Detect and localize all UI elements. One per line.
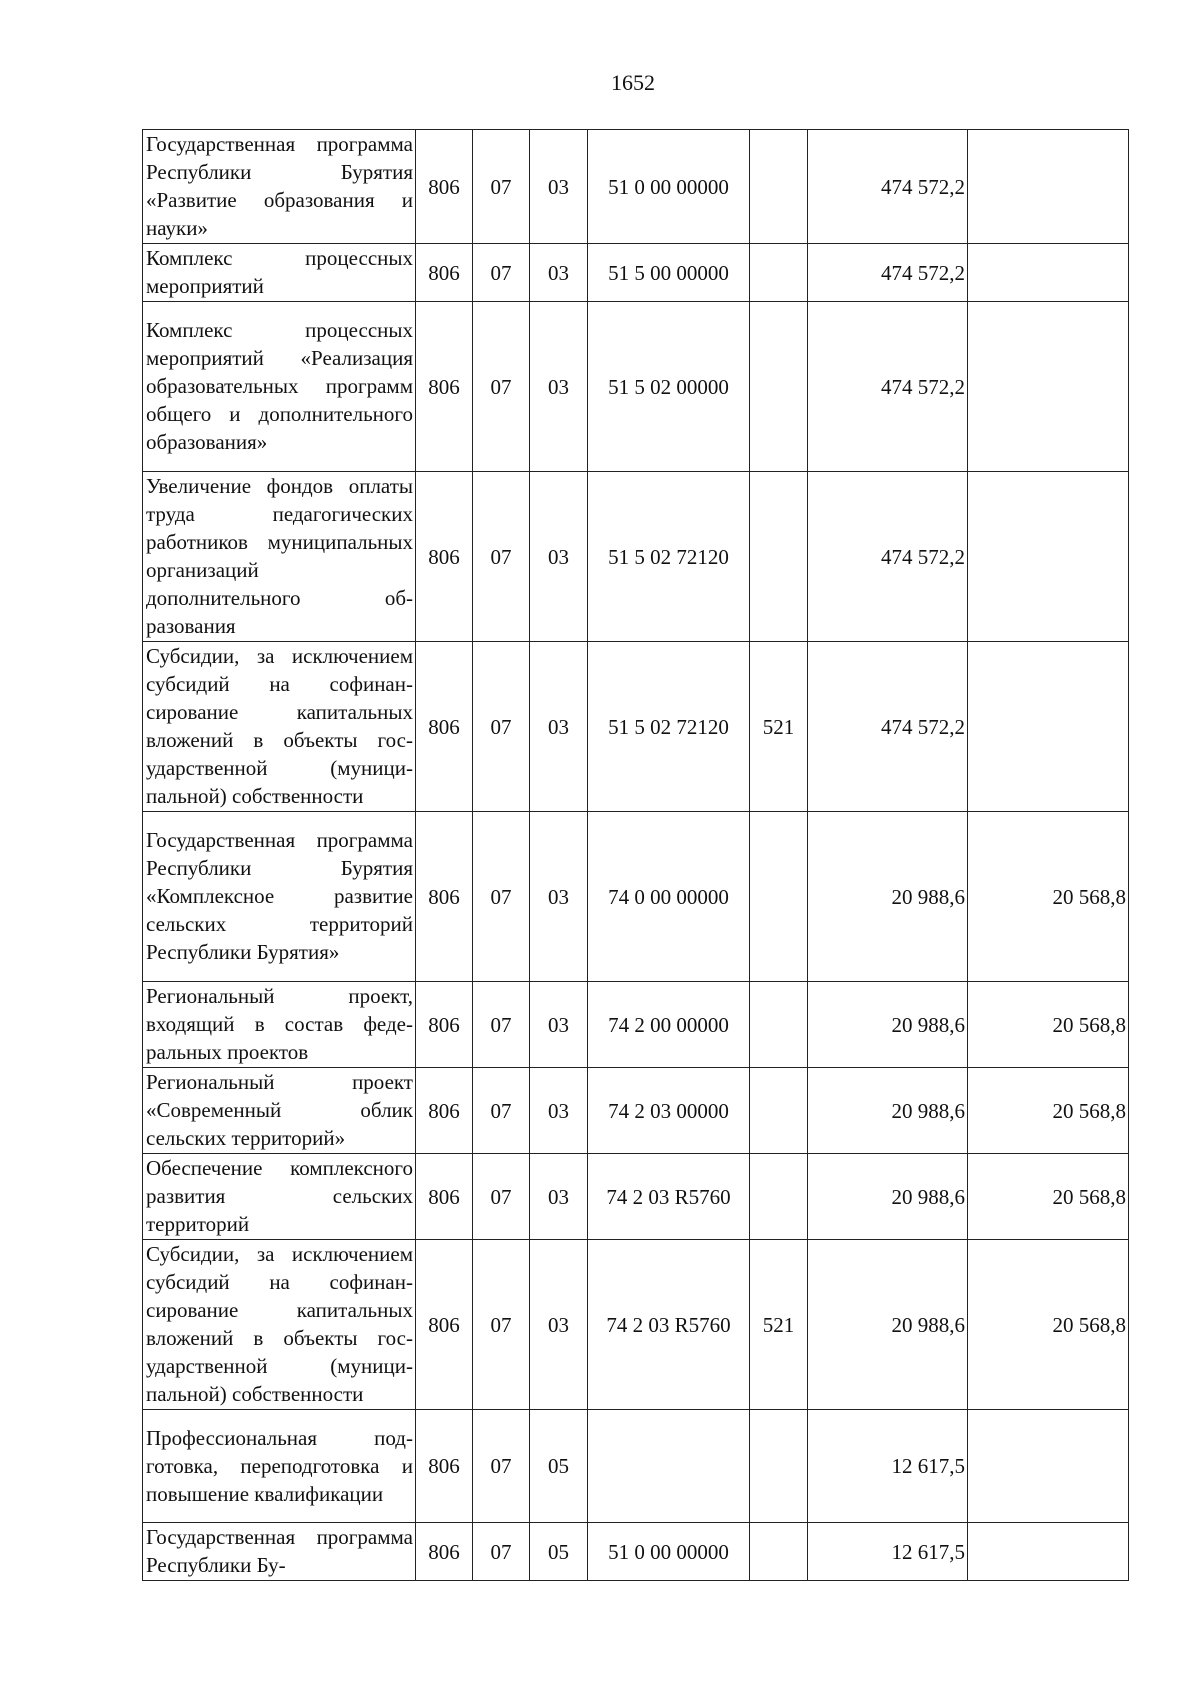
- subsection-code-cell: 03: [530, 472, 588, 642]
- expense-type-cell: [750, 1154, 808, 1240]
- subsection-code-cell: 03: [530, 642, 588, 812]
- section-code-cell: 07: [473, 1410, 530, 1523]
- expense-type-cell: [750, 130, 808, 244]
- subsection-code-cell: 03: [530, 302, 588, 472]
- subsection-code-cell: 05: [530, 1410, 588, 1523]
- amount-second-cell: [968, 642, 1129, 812]
- subsection-code-cell: 03: [530, 1154, 588, 1240]
- item-name-cell: Государственная программа Республики Бу-: [143, 1523, 416, 1581]
- table-row: [143, 244, 1129, 302]
- target-article-cell: 74 2 03 R5760: [588, 1154, 750, 1240]
- expense-type-cell: [750, 472, 808, 642]
- section-code-cell: 07: [473, 302, 530, 472]
- target-article-cell: 74 0 00 00000: [588, 812, 750, 982]
- subsection-code-cell: 03: [530, 812, 588, 982]
- amount-cell: 12 617,5: [808, 1523, 968, 1581]
- expense-type-cell: [750, 302, 808, 472]
- amount-cell: 474 572,2: [808, 472, 968, 642]
- amount-cell: 20 988,6: [808, 812, 968, 982]
- amount-cell: 474 572,2: [808, 244, 968, 302]
- expense-type-cell: [750, 244, 808, 302]
- grbs-code-cell: 806: [416, 244, 473, 302]
- table-row: [143, 1154, 1129, 1240]
- section-code-cell: 07: [473, 642, 530, 812]
- target-article-cell: 51 5 02 72120: [588, 642, 750, 812]
- table-row: [143, 1068, 1129, 1154]
- amount-second-cell: [968, 302, 1129, 472]
- item-name-cell: Государственная программа Республики Бурятия «Развитие образования и науки»: [143, 130, 416, 244]
- amount-second-cell: [968, 244, 1129, 302]
- expense-type-cell: [750, 812, 808, 982]
- grbs-code-cell: 806: [416, 982, 473, 1068]
- grbs-code-cell: 806: [416, 472, 473, 642]
- expense-type-cell: [750, 1410, 808, 1523]
- subsection-code-cell: 03: [530, 1068, 588, 1154]
- amount-second-cell: 20 568,8: [968, 1240, 1129, 1410]
- target-article-cell: 74 2 03 R5760: [588, 1240, 750, 1410]
- target-article-cell: 51 0 00 00000: [588, 130, 750, 244]
- target-article-cell: 74 2 03 00000: [588, 1068, 750, 1154]
- grbs-code-cell: 806: [416, 1240, 473, 1410]
- grbs-code-cell: 806: [416, 1154, 473, 1240]
- grbs-code-cell: 806: [416, 1523, 473, 1581]
- item-name-cell: Комплекс процессных мероприятий: [143, 244, 416, 302]
- amount-second-cell: 20 568,8: [968, 982, 1129, 1068]
- amount-second-cell: [968, 1523, 1129, 1581]
- subsection-code-cell: 03: [530, 244, 588, 302]
- table-row: [143, 302, 1129, 472]
- subsection-code-cell: 03: [530, 982, 588, 1068]
- table-row: [143, 130, 1129, 244]
- target-article-cell: 51 0 00 00000: [588, 1523, 750, 1581]
- section-code-cell: 07: [473, 244, 530, 302]
- grbs-code-cell: 806: [416, 812, 473, 982]
- target-article-cell: 51 5 00 00000: [588, 244, 750, 302]
- table-row: [143, 1523, 1129, 1581]
- section-code-cell: 07: [473, 812, 530, 982]
- amount-second-cell: [968, 1410, 1129, 1523]
- budget-table: [142, 129, 1129, 1581]
- target-article-cell: 51 5 02 00000: [588, 302, 750, 472]
- section-code-cell: 07: [473, 1068, 530, 1154]
- expense-type-cell: 521: [750, 642, 808, 812]
- grbs-code-cell: 806: [416, 1410, 473, 1523]
- section-code-cell: 07: [473, 1240, 530, 1410]
- item-name-cell: Региональный проект «Современный облик сельских территорий»: [143, 1068, 416, 1154]
- amount-cell: 20 988,6: [808, 1240, 968, 1410]
- amount-second-cell: 20 568,8: [968, 1154, 1129, 1240]
- grbs-code-cell: 806: [416, 1068, 473, 1154]
- item-name-cell: Обеспечение комплексного развития сельских территорий: [143, 1154, 416, 1240]
- expense-type-cell: [750, 1523, 808, 1581]
- amount-second-cell: 20 568,8: [968, 812, 1129, 982]
- section-code-cell: 07: [473, 1523, 530, 1581]
- section-code-cell: 07: [473, 130, 530, 244]
- expense-type-cell: [750, 1068, 808, 1154]
- item-name-cell: Государственная программа Республики Бурятия «Комплексное развитие сельских территорий Республики Бурятия»: [143, 812, 416, 982]
- amount-cell: 20 988,6: [808, 1154, 968, 1240]
- subsection-code-cell: 03: [530, 1240, 588, 1410]
- amount-second-cell: 20 568,8: [968, 1068, 1129, 1154]
- budget-table-body: [143, 130, 1129, 1581]
- amount-cell: 474 572,2: [808, 130, 968, 244]
- table-row: [143, 1240, 1129, 1410]
- grbs-code-cell: 806: [416, 302, 473, 472]
- table-row: [143, 1410, 1129, 1523]
- grbs-code-cell: 806: [416, 642, 473, 812]
- amount-cell: 474 572,2: [808, 302, 968, 472]
- section-code-cell: 07: [473, 472, 530, 642]
- amount-cell: 12 617,5: [808, 1410, 968, 1523]
- target-article-cell: [588, 1410, 750, 1523]
- page-number: 1652: [611, 70, 655, 95]
- amount-cell: 20 988,6: [808, 1068, 968, 1154]
- item-name-cell: Увеличение фондов оплаты труда педагогических работников муниципальных организаций дополнительного образования: [143, 472, 416, 642]
- table-row: [143, 642, 1129, 812]
- table-row: [143, 982, 1129, 1068]
- item-name-cell: Комплекс процессных мероприятий «Реализация образовательных программ общего и дополнительного образования»: [143, 302, 416, 472]
- section-code-cell: 07: [473, 1154, 530, 1240]
- table-row: [143, 472, 1129, 642]
- amount-second-cell: [968, 130, 1129, 244]
- target-article-cell: 74 2 00 00000: [588, 982, 750, 1068]
- target-article-cell: 51 5 02 72120: [588, 472, 750, 642]
- grbs-code-cell: 806: [416, 130, 473, 244]
- subsection-code-cell: 05: [530, 1523, 588, 1581]
- expense-type-cell: [750, 982, 808, 1068]
- item-name-cell: Субсидии, за исключением субсидий на софинансирование капитальных вложений в объекты государственной (муниципальной) собственности: [143, 1240, 416, 1410]
- section-code-cell: 07: [473, 982, 530, 1068]
- amount-cell: 20 988,6: [808, 982, 968, 1068]
- item-name-cell: Региональный проект, входящий в состав федеральных проектов: [143, 982, 416, 1068]
- item-name-cell: Профессиональная подготовка, переподготовка и повышение квалификации: [143, 1410, 416, 1523]
- table-row: [143, 812, 1129, 982]
- amount-cell: 474 572,2: [808, 642, 968, 812]
- subsection-code-cell: 03: [530, 130, 588, 244]
- item-name-cell: Субсидии, за исключением субсидий на софинансирование капитальных вложений в объекты государственной (муниципальной) собственности: [143, 642, 416, 812]
- expense-type-cell: 521: [750, 1240, 808, 1410]
- amount-second-cell: [968, 472, 1129, 642]
